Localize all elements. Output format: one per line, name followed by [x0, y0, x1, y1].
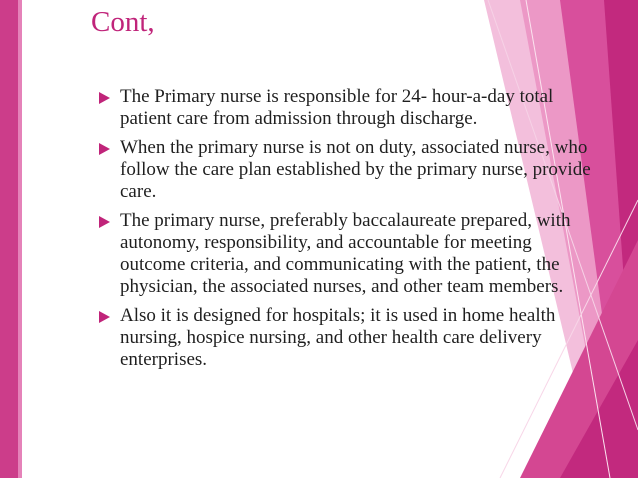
bullet-item — [96, 137, 596, 203]
triangle-right-icon — [99, 311, 110, 323]
bullet-text: The primary nurse, preferably baccalaureate prepared, with autonomy, responsibility, and accountable for meeting outcome criteria, and communicating with the patient, the physician, the associated nurses, and other team members. — [120, 210, 571, 297]
triangle-right-icon — [99, 216, 110, 228]
bullet-item — [96, 86, 596, 130]
bullet-text: Also it is designed for hospitals; it is used in home health nursing, hospice nursing, and other health care delivery enterprises. — [120, 305, 556, 370]
bullet-item — [96, 210, 596, 298]
left-accent-stripe — [18, 0, 22, 478]
triangle-right-icon — [99, 92, 110, 104]
left-accent-bar — [0, 0, 18, 478]
triangle-right-icon — [99, 143, 110, 155]
slide-title: Cont, — [91, 6, 155, 38]
bullet-list — [96, 86, 596, 378]
bullet-item — [96, 305, 596, 371]
bullet-text: The Primary nurse is responsible for 24- hour-a-day total patient care from admission through discharge. — [120, 86, 554, 129]
bullet-text: When the primary nurse is not on duty, associated nurse, who follow the care plan established by the primary nurse, provide care. — [120, 137, 591, 202]
